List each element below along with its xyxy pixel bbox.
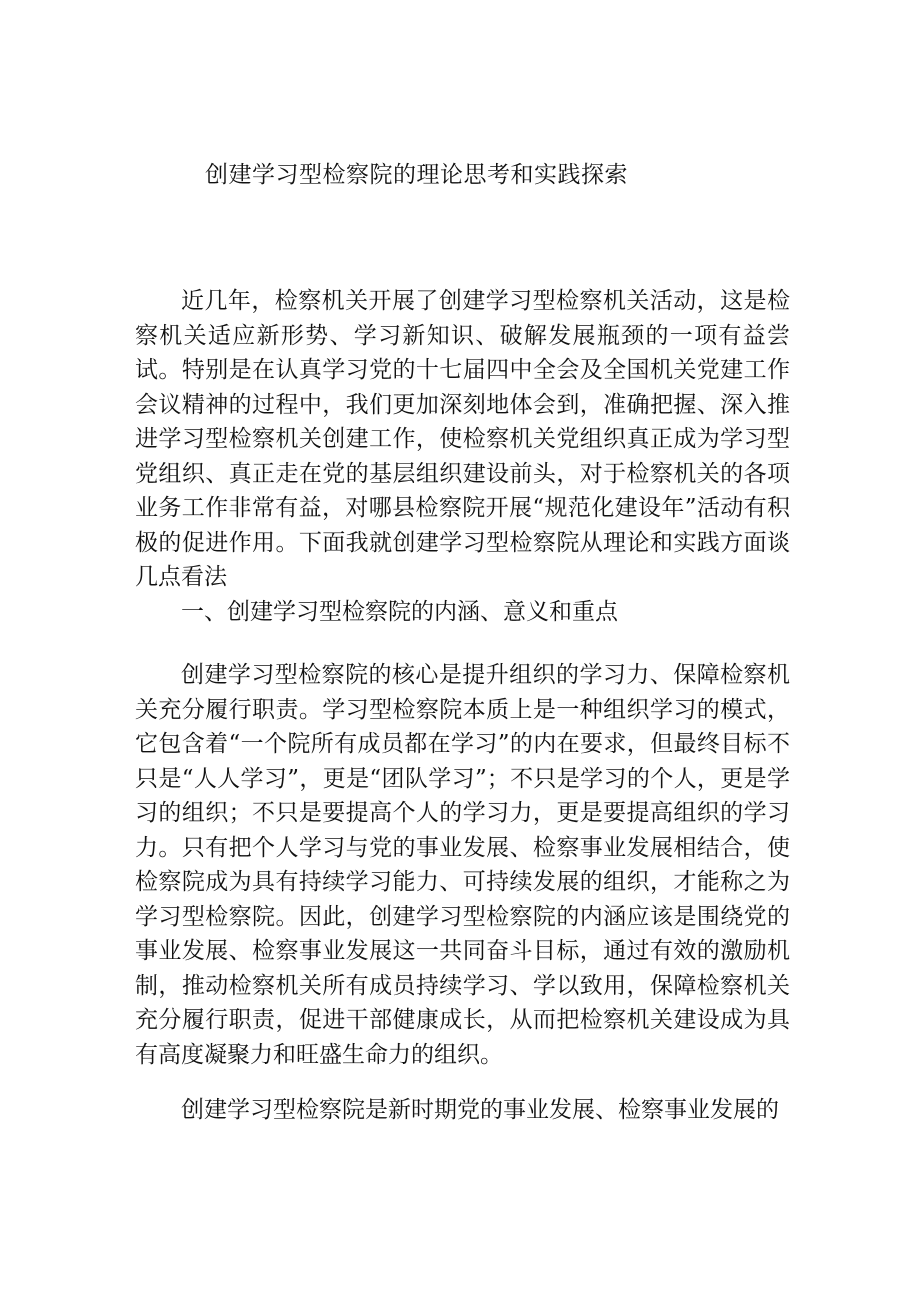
- paragraph-intro: 近几年，检察机关开展了创建学习型检察机关活动，这是检察机关适应新形势、学习新知识、破解发展瓶颈的一项有益尝试。特别是在认真学习党的十七届四中全会及全国机关党建工作会议精神的过程中，我们更加深刻地体会到，准确把握、深入推进学习型检察机关创建工作，使检察机关党组织真正成为学习型党组织、真正走在党的基层组织建设前头，对于检察机关的各项业务工作非常有益，对哪县检察院开展“规范化建设年”活动有积极的促进作用。下面我就创建学习型检察院从理论和实践方面谈几点看法: [135, 288, 790, 590]
- document-title: 创建学习型检察院的理论思考和实践探索: [205, 162, 628, 188]
- section-heading-1: 一、创建学习型检察院的内涵、意义和重点: [181, 599, 618, 625]
- paragraph-significance: 创建学习型检察院是新时期党的事业发展、检察事业发展的: [181, 1097, 779, 1123]
- paragraph-connotation: 创建学习型检察院的核心是提升组织的学习力、保障检察机关充分履行职责。学习型检察院本质上是一种组织学习的模式，它包含着“一个院所有成员都在学习”的内在要求，但最终目标不只是“人人学习”，更是“团队学习”；不只是学习的个人，更是学习的组织；不只是要提高个人的学习力，更是要提高组织的学习力。只有把个人学习与党的事业发展、检察事业发展相结合，使检察院成为具有持续学习能力、可持续发展的组织，才能称之为学习型检察院。因此，创建学习型检察院的内涵应该是围绕党的事业发展、检察事业发展这一共同奋斗目标，通过有效的激励机制，推动检察机关所有成员持续学习、学以致用，保障检察机关充分履行职责，促进干部健康成长，从而把检察机关建设成为具有高度凝聚力和旺盛生命力的组织。: [135, 662, 790, 1068]
